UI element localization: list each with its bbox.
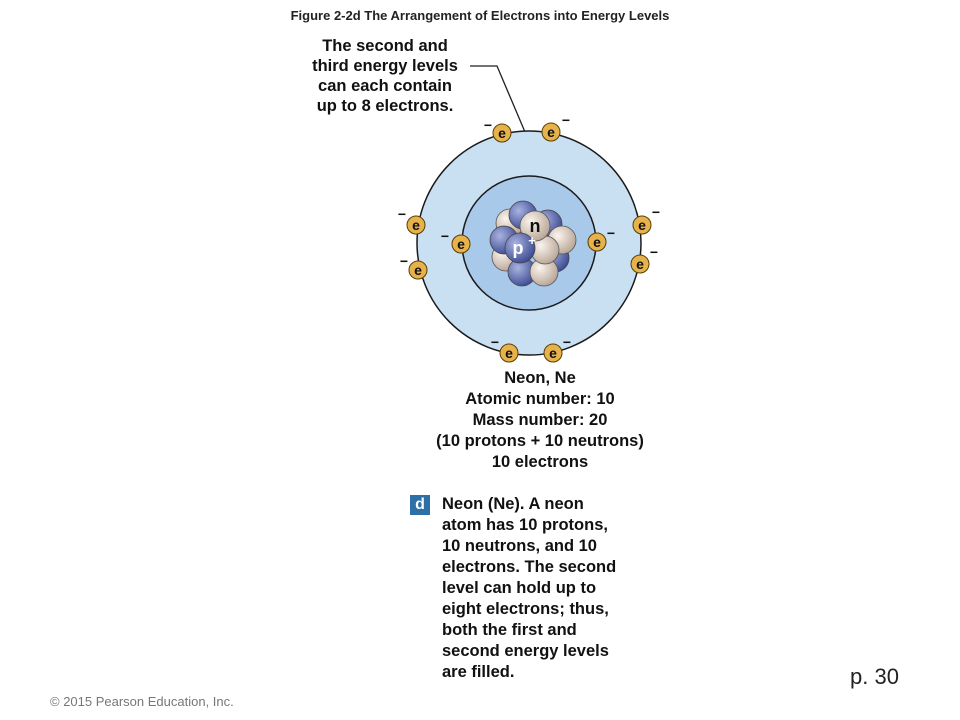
svg-text:e: e (636, 256, 644, 272)
svg-text:e: e (638, 217, 646, 233)
svg-text:−: − (562, 334, 572, 350)
svg-text:e: e (593, 234, 601, 250)
svg-text:−: − (561, 112, 571, 128)
svg-text:e: e (505, 345, 513, 361)
caption-line: electrons. The second (442, 558, 617, 576)
figure-title: Figure 2-2d The Arrangement of Electrons into Energy Levels (290, 8, 670, 23)
electron-count: 10 electrons (491, 453, 589, 471)
svg-text:−: − (397, 206, 407, 222)
svg-text:−: − (651, 204, 661, 220)
atomic-number: Atomic number: 10 (465, 390, 615, 408)
electron (633, 204, 660, 234)
figure-caption (442, 494, 662, 683)
svg-text:e: e (412, 217, 420, 233)
svg-text:e: e (498, 125, 506, 141)
caption-line: 10 neutrons, and 10 (442, 537, 597, 555)
svg-text:e: e (549, 345, 557, 361)
svg-text:e: e (414, 262, 422, 278)
caption-line: both the first and (442, 621, 577, 639)
svg-text:−: − (649, 244, 659, 260)
svg-text:−: − (399, 253, 409, 269)
callout-leader-line (470, 66, 525, 132)
copyright-notice: © 2015 Pearson Education, Inc. (50, 694, 234, 709)
panel-badge: d (410, 495, 430, 515)
mass-number: Mass number: 20 (472, 411, 608, 429)
proton-label: p (512, 238, 524, 258)
svg-text:e: e (547, 124, 555, 140)
svg-text:e: e (457, 236, 465, 252)
atom-info (380, 368, 700, 473)
callout-line: third energy levels (312, 57, 458, 75)
caption-line: level can hold up to (442, 579, 597, 597)
callout-line: can each contain (318, 77, 452, 95)
caption-line: Neon (Ne). A neon (442, 495, 584, 513)
callout-line: up to 8 electrons. (316, 97, 454, 115)
caption-line: second energy levels (442, 642, 609, 660)
caption-line: eight electrons; thus, (442, 600, 609, 618)
element-name: Neon, Ne (504, 369, 576, 387)
caption-line: atom has 10 protons, (442, 516, 608, 534)
nucleon-composition: (10 protons + 10 neutrons) (436, 432, 644, 450)
electron (398, 206, 425, 234)
proton-charge: + (528, 233, 536, 248)
svg-text:−: − (606, 225, 616, 241)
neutron-label: n (529, 216, 541, 236)
svg-text:−: − (440, 228, 450, 244)
svg-text:−: − (483, 117, 493, 133)
svg-text:−: − (490, 334, 500, 350)
callout-line: The second and (322, 37, 448, 55)
caption-line: are filled. (442, 663, 515, 681)
page-number: p. 30 (850, 664, 899, 689)
